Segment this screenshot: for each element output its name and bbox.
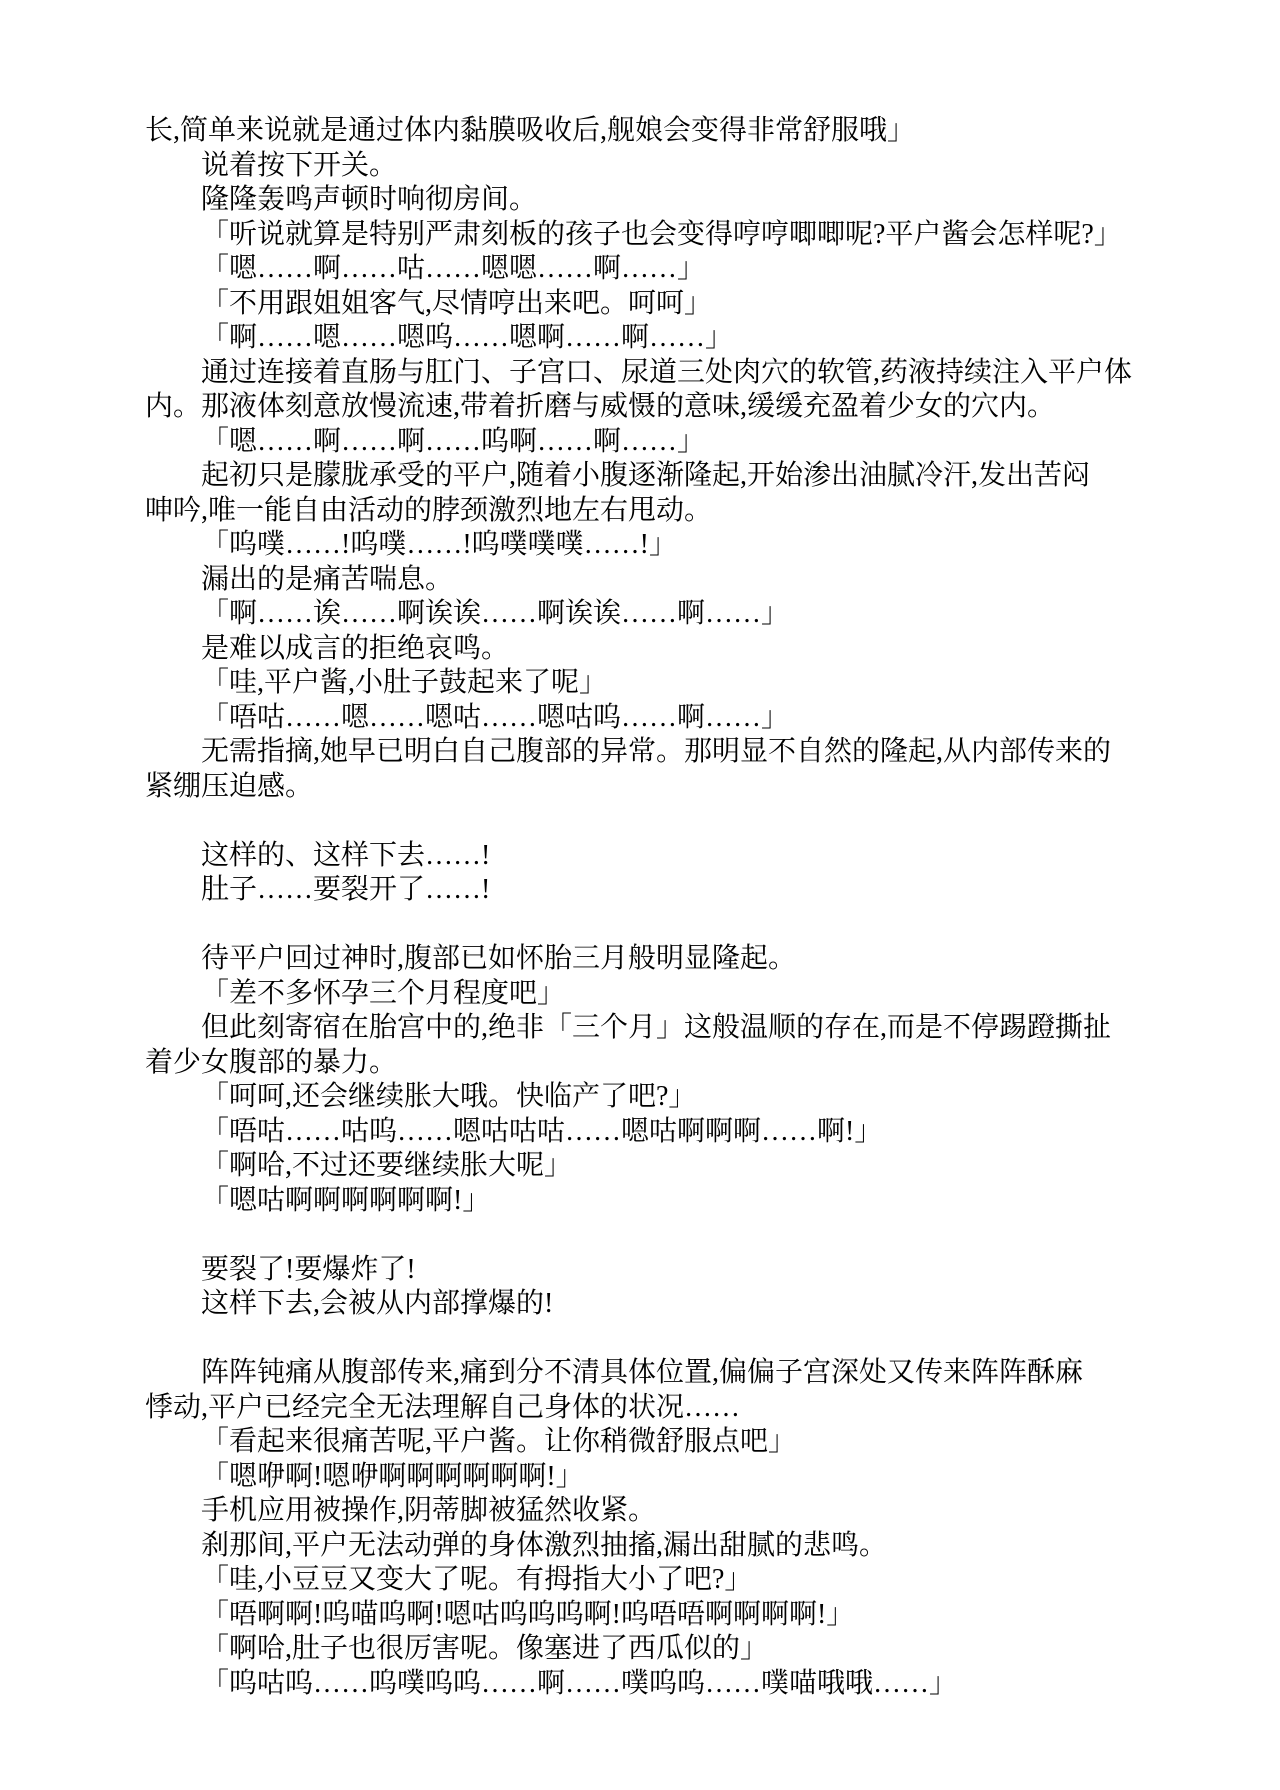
text-line: 手机应用被操作,阴蒂脚被猛然收紧。 [201, 1495, 657, 1526]
text-line: 通过连接着直肠与肛门、子宫口、尿道三处肉穴的软管,药液持续注入平户体 [201, 356, 1133, 388]
text-line: 待平户回过神时,腹部已如怀胎三月般明显隆起。 [201, 943, 797, 974]
text-line: 「哇,小豆豆又变大了呢。有拇指大小了吧?」 [201, 1564, 753, 1595]
text-line: 着少女腹部的暴力。 [145, 1046, 398, 1078]
text-line: 「呵呵,还会继续胀大哦。快临产了吧?」 [201, 1081, 697, 1112]
text-line: 呻吟,唯一能自由活动的脖颈激烈地左右甩动。 [145, 494, 713, 526]
text-line: 隆隆轰鸣声顿时响彻房间。 [201, 184, 538, 215]
text-line: 这样的、这样下去……! [201, 839, 491, 871]
text-line: 「哇,平户酱,小肚子鼓起来了呢」 [201, 667, 608, 698]
text-line: 悸动,平户已经完全无法理解自己身体的状况…… [145, 1391, 741, 1423]
text-line: 「嗯……啊……咕……嗯嗯……啊……」 [201, 253, 706, 284]
text-line: 内。那液体刻意放慢流速,带着折磨与威慑的意味,缓缓充盈着少女的穴内。 [145, 391, 1056, 422]
text-line: 「嗯……啊……啊……呜啊……啊……」 [201, 425, 706, 457]
blank-line [145, 1218, 1157, 1253]
text-line: 「看起来很痛苦呢,平户酱。让你稍微舒服点吧」 [201, 1426, 797, 1457]
blank-line [145, 1322, 1157, 1357]
text-line: 说着按下开关。 [201, 149, 398, 181]
text-line: 「啊哈,肚子也很厉害呢。像塞进了西瓜似的」 [201, 1633, 769, 1664]
text-line: 「听说就算是特别严肃刻板的孩子也会变得哼哼唧唧呢?平户酱会怎样呢?」 [201, 218, 1122, 250]
blank-line [145, 804, 1157, 839]
text-line: 肚子……要裂开了……! [201, 874, 491, 905]
text-line: 「呜噗……!呜噗……!呜噗噗噗……!」 [201, 529, 677, 560]
text-line: 刹那间,平户无法动弹的身体激烈抽搐,漏出甜腻的悲鸣。 [201, 1529, 888, 1561]
text-line: 但此刻寄宿在胎宫中的,绝非「三个月」这般温顺的存在,而是不停踢蹬撕扯 [201, 1012, 1112, 1043]
text-line: 「啊……诶……啊诶诶……啊诶诶……啊……」 [201, 598, 790, 629]
text-line: 要裂了!要爆炸了! [201, 1253, 416, 1285]
text-line: 「唔啊啊!呜喵呜啊!嗯咕呜呜呜啊!呜唔唔啊啊啊啊!」 [201, 1598, 855, 1630]
text-line: 起初只是朦胧承受的平户,随着小腹逐渐隆起,开始渗出油腻冷汗,发出苦闷 [201, 460, 1091, 491]
text-line: 「不用跟姐姐客气,尽情哼出来吧。呵呵」 [201, 287, 713, 319]
text-line: 这样下去,会被从内部撑爆的! [201, 1288, 554, 1319]
text-line: 是难以成言的拒绝哀鸣。 [201, 632, 510, 664]
blank-line [145, 908, 1157, 943]
text-line: 「啊……嗯……嗯呜……嗯啊……啊……」 [201, 322, 734, 353]
text-line: 长,简单来说就是通过体内黏膜吸收后,舰娘会变得非常舒服哦」 [145, 115, 916, 146]
text-line: 「嗯咕啊啊啊啊啊啊!」 [201, 1184, 491, 1216]
text-line: 「啊哈,不过还要继续胀大呢」 [201, 1150, 573, 1181]
text-line: 漏出的是痛苦喘息。 [201, 563, 454, 595]
text-line: 「差不多怀孕三个月程度吧」 [201, 977, 566, 1009]
text-line: 「唔咕……咕呜……嗯咕咕咕……嗯咕啊啊啊……啊!」 [201, 1115, 883, 1147]
text-line: 「呜咕呜……呜噗呜呜……啊……噗呜呜……噗喵哦哦……」 [201, 1667, 958, 1699]
text-line: 无需指摘,她早已明白自己腹部的异常。那明显不自然的隆起,从内部传来的 [201, 736, 1112, 767]
page-text [145, 114, 1157, 1701]
text-line: 紧绷压迫感。 [145, 770, 314, 802]
text-line: 「唔咕……嗯……嗯咕……嗯咕呜……啊……」 [201, 701, 790, 733]
text-line: 阵阵钝痛从腹部传来,痛到分不清具体位置,偏偏子宫深处又传来阵阵酥麻 [201, 1357, 1084, 1388]
text-line: 「嗯咿啊!嗯咿啊啊啊啊啊啊!」 [201, 1460, 584, 1492]
